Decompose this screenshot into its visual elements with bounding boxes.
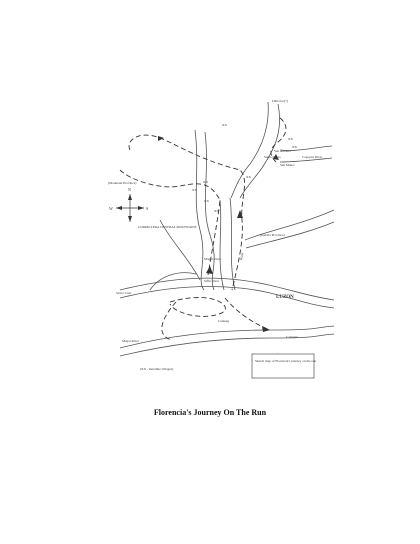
cabagan-label: Cabagan xyxy=(286,335,298,339)
river-line xyxy=(245,210,334,240)
legend-text: (XX - maraline villages) xyxy=(140,367,174,371)
village-mark: XX xyxy=(204,199,209,203)
route-arrow xyxy=(158,136,164,141)
isabela-province-label: (Isabela Province) xyxy=(260,233,285,237)
santa-maria-label: Santa Maria xyxy=(264,155,281,159)
calanag-label: Calanag xyxy=(218,319,230,323)
river-line xyxy=(220,200,224,290)
rizal-label: Rizal xyxy=(239,252,245,261)
magat-river-label: Magat River xyxy=(204,257,222,261)
map-drawing xyxy=(100,90,336,390)
luzon-label: LUZON xyxy=(276,295,294,300)
cagayan-river-label: Cagayan River xyxy=(302,155,323,159)
sexto-cruz-label: Sexto Cruz xyxy=(116,291,132,295)
magat-river-south-label: Magat River xyxy=(122,339,140,343)
village-mark: XX xyxy=(222,123,227,127)
compass-north: N xyxy=(128,187,131,192)
compass-rose xyxy=(109,187,148,222)
place-label-north: I.Riroloc(?) xyxy=(272,99,288,103)
san-antonio-label: San Antonio xyxy=(274,149,291,153)
map-caption: Florencia's Journey On The Run xyxy=(153,408,267,417)
journey-route xyxy=(225,298,270,330)
village-mark: XX xyxy=(203,180,208,184)
river-line xyxy=(120,334,334,356)
journey-route xyxy=(129,135,244,290)
route-arrow xyxy=(262,326,270,332)
village-mark: XX xyxy=(288,137,293,141)
siffu-river-label: Siffu River xyxy=(204,279,220,283)
journey-route xyxy=(162,302,176,340)
village-mark: XX xyxy=(292,145,297,149)
village-mark: XX xyxy=(214,209,219,213)
compass-west: W xyxy=(109,206,113,211)
river-line xyxy=(230,198,235,290)
journey-map xyxy=(100,90,336,390)
compass-east: S xyxy=(146,206,149,211)
note-text: Sketch map of Florencia's journey on the run xyxy=(255,359,316,363)
village-mark: XX xyxy=(192,188,197,192)
route-arrow xyxy=(206,266,213,274)
note-box xyxy=(252,354,316,378)
river-line xyxy=(120,278,334,300)
mountain-province-label: (Mountain Province) xyxy=(108,181,137,185)
river-line xyxy=(120,286,334,308)
village-mark: XX xyxy=(246,175,251,179)
river-line xyxy=(160,220,200,280)
journey-route xyxy=(170,298,225,317)
san-mateo-label: San Mateo xyxy=(280,163,295,167)
river-line xyxy=(195,130,204,290)
cordillera-label: CORDILLERA CENTRAL MOUNTAINS xyxy=(138,225,197,229)
